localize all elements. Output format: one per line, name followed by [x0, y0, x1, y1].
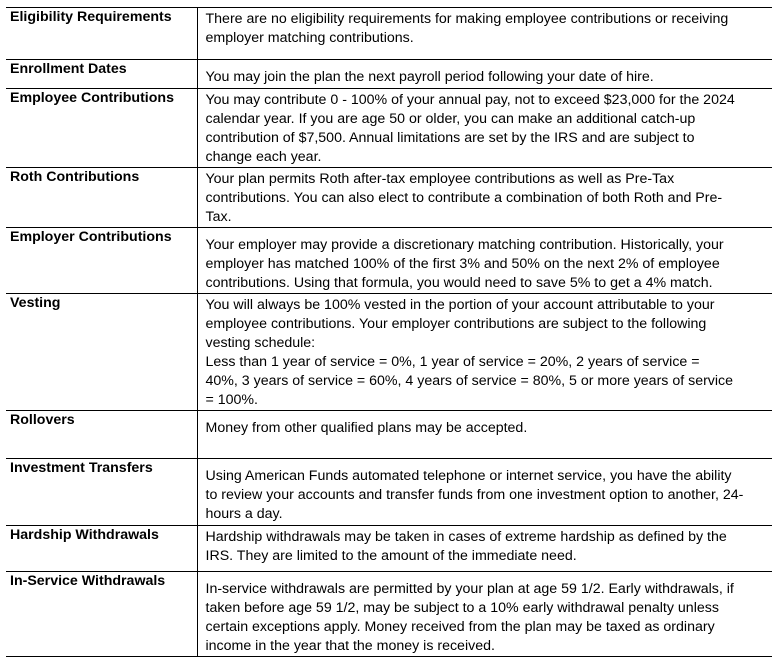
- description-line: contributions. Using that formula, you would need to save 5% to get a 4% match.: [205, 275, 713, 291]
- description-line: certain exceptions apply. Money received from the plan may be taxed as ordinary: [205, 619, 715, 635]
- description-line: calendar year. If you are age 50 or older, you can make an additional catch-up: [205, 111, 696, 127]
- plan-features-table: [6, 7, 772, 657]
- row-label: Eligibility Requirements: [6, 8, 197, 60]
- description-line: You will always be 100% vested in the portion of your account attributable to your: [205, 297, 715, 313]
- table-row: [6, 526, 772, 572]
- row-description: [197, 60, 772, 89]
- description-line: employee contributions. Your employer contributions are subject to the following: [205, 316, 707, 332]
- table-row: [6, 411, 772, 459]
- description-line: Hardship withdrawals may be taken in cases of extreme hardship as defined by the: [205, 529, 727, 545]
- row-description: [197, 411, 772, 459]
- table-row: [6, 168, 772, 228]
- table-body: [6, 8, 772, 657]
- description-line: Less than 1 year of service = 0%, 1 year of service = 20%, 2 years of service =: [205, 354, 700, 370]
- row-description: [197, 572, 772, 657]
- description-line: change each year.: [205, 149, 322, 165]
- row-label: In-Service Withdrawals: [6, 572, 197, 657]
- table-row: [6, 89, 772, 168]
- description-line: = 100%.: [205, 392, 258, 408]
- description-line: Tax.: [205, 209, 232, 225]
- table-row: [6, 572, 772, 657]
- row-label: Employee Contributions: [6, 89, 197, 168]
- table-row: [6, 60, 772, 89]
- description-line: Money from other qualified plans may be accepted.: [205, 420, 528, 436]
- row-description: [197, 89, 772, 168]
- description-line: You may contribute 0 - 100% of your annual pay, not to exceed $23,000 for the 2024: [205, 92, 735, 108]
- description-line: Your employer may provide a discretionary matching contribution. Historically, your: [205, 237, 724, 253]
- description-line: There are no eligibility requirements for making employee contributions or receiving: [205, 11, 729, 27]
- table-row: [6, 459, 772, 526]
- table-row: [6, 8, 772, 60]
- description-line: Your plan permits Roth after-tax employee contributions as well as Pre-Tax: [205, 171, 675, 187]
- row-label: Enrollment Dates: [6, 60, 197, 89]
- description-line: vesting schedule:: [205, 335, 316, 351]
- row-label: Roth Contributions: [6, 168, 197, 228]
- description-line: In-service withdrawals are permitted by your plan at age 59 1/2. Early withdrawals, if: [205, 581, 734, 597]
- description-line: employer has matched 100% of the first 3% and 50% on the next 2% of employee: [205, 256, 720, 272]
- description-line: contribution of $7,500. Annual limitations are set by the IRS and are subject to: [205, 130, 695, 146]
- description-line: Using American Funds automated telephone or internet service, you have the ability: [205, 468, 732, 484]
- description-line: You may join the plan the next payroll period following your date of hire.: [205, 69, 654, 85]
- table-row: [6, 228, 772, 294]
- row-label: Investment Transfers: [6, 459, 197, 526]
- row-label: Rollovers: [6, 411, 197, 459]
- row-label: Employer Contributions: [6, 228, 197, 294]
- description-line: contributions. You can also elect to contribute a combination of both Roth and Pre-: [205, 190, 723, 206]
- description-line: income in the year that the money is received.: [205, 638, 495, 654]
- description-line: employer matching contributions.: [205, 30, 414, 46]
- row-label: Vesting: [6, 294, 197, 411]
- row-description: [197, 459, 772, 526]
- row-description: [197, 168, 772, 228]
- row-description: [197, 8, 772, 60]
- description-line: 40%, 3 years of service = 60%, 4 years of service = 80%, 5 or more years of service: [205, 373, 734, 389]
- description-line: IRS. They are limited to the amount of the immediate need.: [205, 548, 577, 564]
- description-line: to review your accounts and transfer funds from one investment option to another, 24-: [205, 487, 744, 503]
- row-description: [197, 228, 772, 294]
- row-description: [197, 526, 772, 572]
- description-line: hours a day.: [205, 506, 283, 522]
- description-line: taken before age 59 1/2, may be subject to a 10% early withdrawal penalty unless: [205, 600, 719, 616]
- row-description: [197, 294, 772, 411]
- table-row: [6, 294, 772, 411]
- row-label: Hardship Withdrawals: [6, 526, 197, 572]
